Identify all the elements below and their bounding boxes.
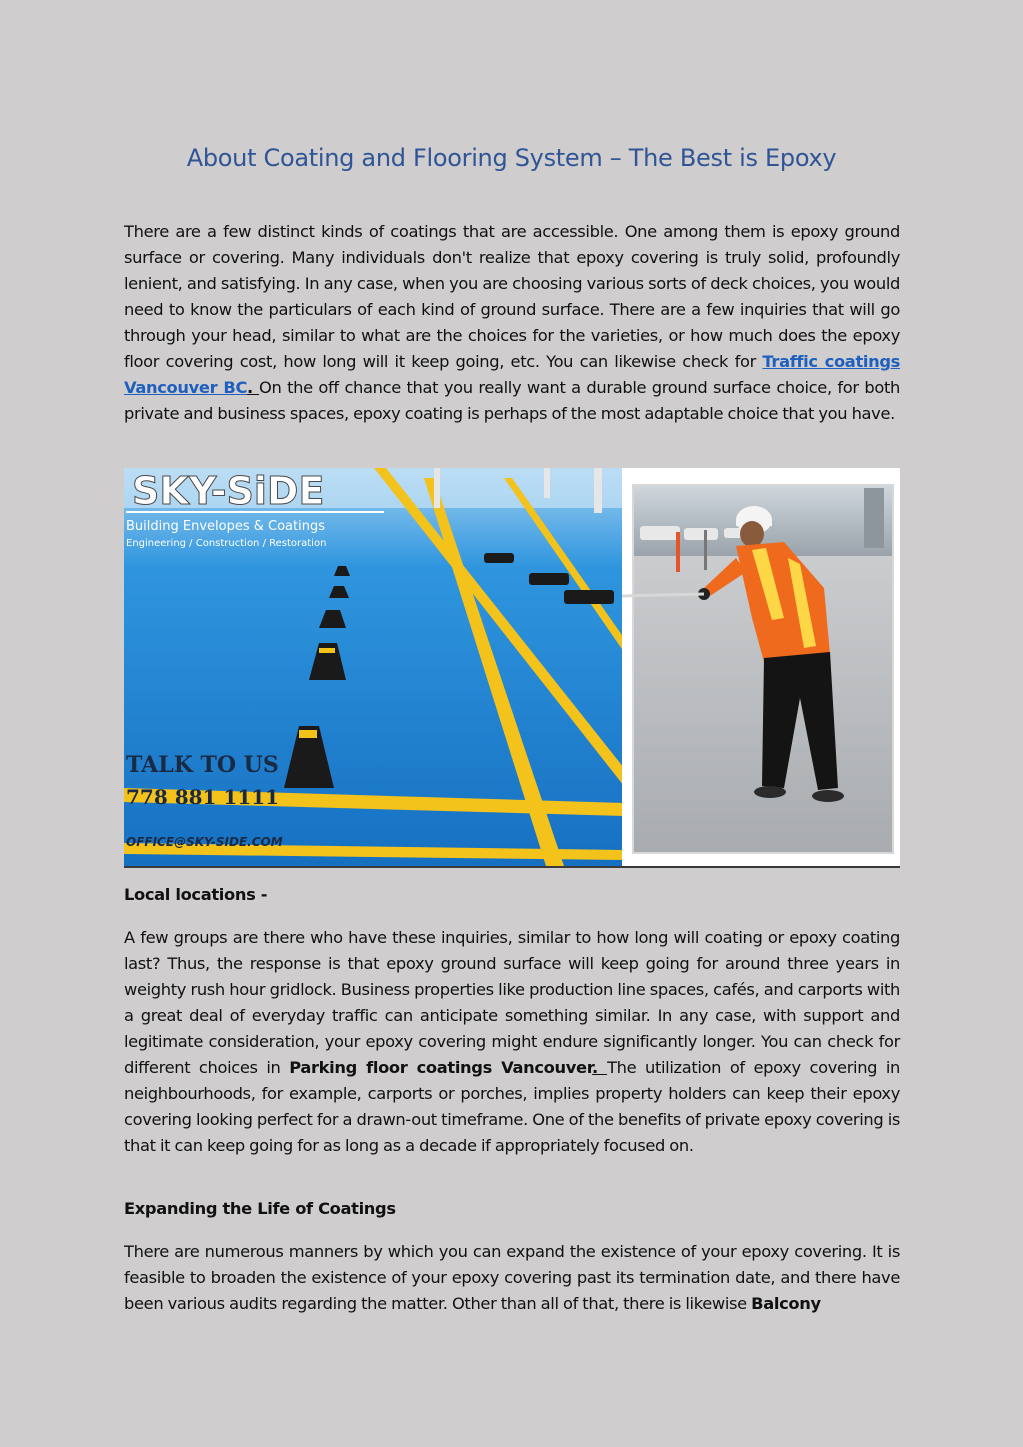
banner-email: OFFICE@SKY-SIDE.COM (126, 835, 283, 849)
intro-text-start: There are a few distinct kinds of coatings that are accessible. One among them is epoxy ground surface or covering. Many individuals don't realize that epoxy covering is truly solid, profoundly lenient, and satisfying. In any case, when you are choosing various sorts of deck choices, you would need to know the particulars of each kind of ground surface. There are a few inquiries that will go through your head, similar to what are the choices for the varieties, or how much does the epoxy floor covering cost, how long will it keep going, etc. You can likewise check for (124, 222, 900, 371)
expanding-life-heading: Expanding the Life of Coatings (124, 1199, 396, 1218)
banner-tagline: Building Envelopes & Coatings (126, 519, 325, 534)
parking-floor-coatings-text: Parking floor coatings Vancouver (289, 1058, 593, 1077)
section1-paragraph (124, 925, 900, 1159)
banner-brand: SKY-SiDE (132, 469, 325, 513)
sky-side-banner-image (124, 468, 900, 866)
banner-phone: 778 881 1111 (126, 785, 280, 809)
bold-suffix: . (592, 1058, 608, 1077)
balcony-text: Balcony (751, 1294, 821, 1313)
banner-cta: TALK TO US (126, 752, 279, 778)
intro-paragraph (124, 219, 900, 427)
section2-paragraph (124, 1239, 900, 1317)
local-locations-heading: Local locations - (124, 885, 268, 904)
traffic-coatings-link[interactable]: Traffic coatings Vancouver BC (124, 352, 900, 397)
image-bottom-rule (124, 866, 900, 868)
link-suffix: . (247, 378, 260, 397)
banner-subtagline: Engineering / Construction / Restoration (126, 538, 327, 549)
section1-text-start: A few groups are there who have these inquiries, similar to how long will coating or epoxy coating last? Thus, the response is that epoxy ground surface will keep going for around three years in weighty rush hour gridlock. Business properties like production line spaces, cafés, and carports with a great deal of everyday traffic can anticipate something similar. In any case, with support and legitimate consideration, your epoxy covering might endure significantly longer. You can check for different choices in (124, 928, 900, 1077)
page-title: About Coating and Flooring System – The Best is Epoxy (186, 144, 837, 172)
section2-text: There are numerous manners by which you can expand the existence of your epoxy covering. It is feasible to broaden the existence of your epoxy covering past its termination date, and there have been various audits regarding the matter. Other than all of that, there is likewise (124, 1242, 900, 1313)
section1-text-end: The utilization of epoxy covering in neighbourhoods, for example, carports or porches, implies property holders can keep their epoxy covering looking perfect for a drawn-out timeframe. One of the benefits of private epoxy covering is that it can keep going for as long as a decade if appropriately focused on. (124, 1058, 900, 1155)
intro-text-end: On the off chance that you really want a durable ground surface choice, for both private and business spaces, epoxy coating is perhaps of the most adaptable choice that you have. (124, 378, 900, 423)
